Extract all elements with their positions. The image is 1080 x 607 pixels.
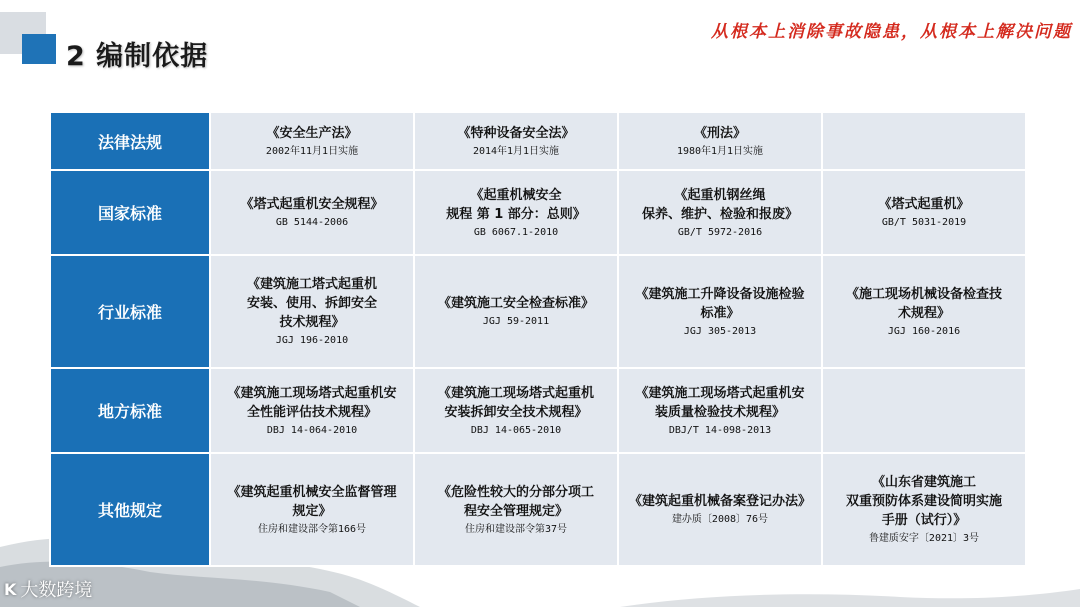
- cell-code: 建办质〔2008〕76号: [671, 514, 769, 526]
- table-cell: [619, 171, 821, 254]
- cell-title: 《危险性较大的分部分项工 程安全管理规定》: [437, 484, 594, 519]
- table-row: [51, 454, 1025, 565]
- cell-title: 《安全生产法》: [266, 125, 358, 141]
- cell-code: DBJ 14-065-2010: [470, 424, 562, 436]
- table-cell: [211, 369, 413, 452]
- cell-title: 《建筑施工塔式起重机 安装、使用、拆卸安全 技术规程》: [246, 277, 377, 331]
- cell-code: JGJ 305-2013: [683, 325, 757, 337]
- table-cell: [415, 256, 617, 367]
- cell-code: GB 6067.1-2010: [473, 226, 559, 238]
- table-cell: [211, 171, 413, 254]
- logo-mark-icon: K: [4, 579, 17, 599]
- table-cell: [619, 369, 821, 452]
- cell-title: 《建筑施工现场塔式起重机安 全性能评估技术规程》: [227, 385, 397, 420]
- table-cell: [619, 454, 821, 565]
- table-cell: [415, 454, 617, 565]
- table-cell: [619, 256, 821, 367]
- cell-code: JGJ 160-2016: [887, 325, 961, 337]
- logo-text: 大数跨境: [20, 580, 93, 601]
- row-header: 法律法规: [51, 113, 209, 169]
- cell-title: 《起重机械安全 规程 第 1 部分：总则》: [446, 187, 586, 222]
- table-row: [51, 369, 1025, 452]
- cell-code: 2002年11月1日实施: [265, 145, 359, 157]
- cell-title: 《建筑施工现场塔式起重机 安装拆卸安全技术规程》: [437, 385, 594, 420]
- table-cell: [619, 113, 821, 169]
- cell-title: 《起重机钢丝绳 保养、维护、检验和报废》: [641, 187, 798, 222]
- row-header: 地方标准: [51, 369, 209, 452]
- cell-title: 《建筑施工安全检查标准》: [437, 296, 594, 312]
- table-cell: [211, 454, 413, 565]
- row-header: 行业标准: [51, 256, 209, 367]
- table-cell: [415, 369, 617, 452]
- corner-decoration-blue: [22, 34, 56, 64]
- table-cell: [415, 113, 617, 169]
- table-cell: [823, 369, 1025, 452]
- row-header: 其他规定: [51, 454, 209, 565]
- table-cell: [823, 256, 1025, 367]
- cell-title: 《特种设备安全法》: [457, 125, 575, 141]
- cell-code: 住房和建设部令第37号: [464, 523, 568, 535]
- table-cell: [211, 256, 413, 367]
- table-cell: [211, 113, 413, 169]
- cell-title: 《建筑起重机械备案登记办法》: [628, 494, 811, 510]
- basis-table: [49, 111, 1027, 567]
- cell-code: 鲁建质安字〔2021〕3号: [868, 533, 980, 545]
- cell-code: JGJ 196-2010: [275, 335, 349, 347]
- cell-code: JGJ 59-2011: [482, 316, 550, 328]
- cell-title: 《山东省建筑施工 双重预防体系建设简明实施 手册（试行）》: [845, 475, 1002, 529]
- cell-code: 1980年1月1日实施: [676, 145, 764, 157]
- cell-title: 《建筑施工现场塔式起重机安 装质量检验技术规程》: [635, 385, 805, 420]
- cell-code: GB/T 5031-2019: [881, 217, 967, 229]
- row-header: 国家标准: [51, 171, 209, 254]
- table-cell: [415, 171, 617, 254]
- table-cell: [823, 171, 1025, 254]
- cell-title: 《建筑施工升降设备设施检验 标准》: [635, 286, 805, 321]
- cell-code: 住房和建设部令第166号: [257, 523, 367, 535]
- brand-logo: [4, 576, 92, 602]
- table-row: [51, 113, 1025, 169]
- cell-title: 《建筑起重机械安全监督管理 规定》: [227, 484, 397, 519]
- cell-title: 《塔式起重机》: [878, 197, 970, 213]
- cell-code: DBJ/T 14-098-2013: [668, 424, 772, 436]
- table-row: [51, 256, 1025, 367]
- cell-code: GB 5144-2006: [275, 217, 349, 229]
- slogan: 从根本上消除事故隐患，从根本上解决问题: [711, 22, 1072, 42]
- table-cell: [823, 454, 1025, 565]
- cell-title: 《刑法》: [693, 125, 746, 141]
- table-cell: [823, 113, 1025, 169]
- page-title: 2 编制依据: [66, 41, 209, 72]
- table-row: [51, 171, 1025, 254]
- cell-code: 2014年1月1日实施: [472, 145, 560, 157]
- cell-code: GB/T 5972-2016: [677, 226, 763, 238]
- cell-title: 《施工现场机械设备检查技 术规程》: [845, 286, 1002, 321]
- cell-code: DBJ 14-064-2010: [266, 424, 358, 436]
- cell-title: 《塔式起重机安全规程》: [240, 197, 384, 213]
